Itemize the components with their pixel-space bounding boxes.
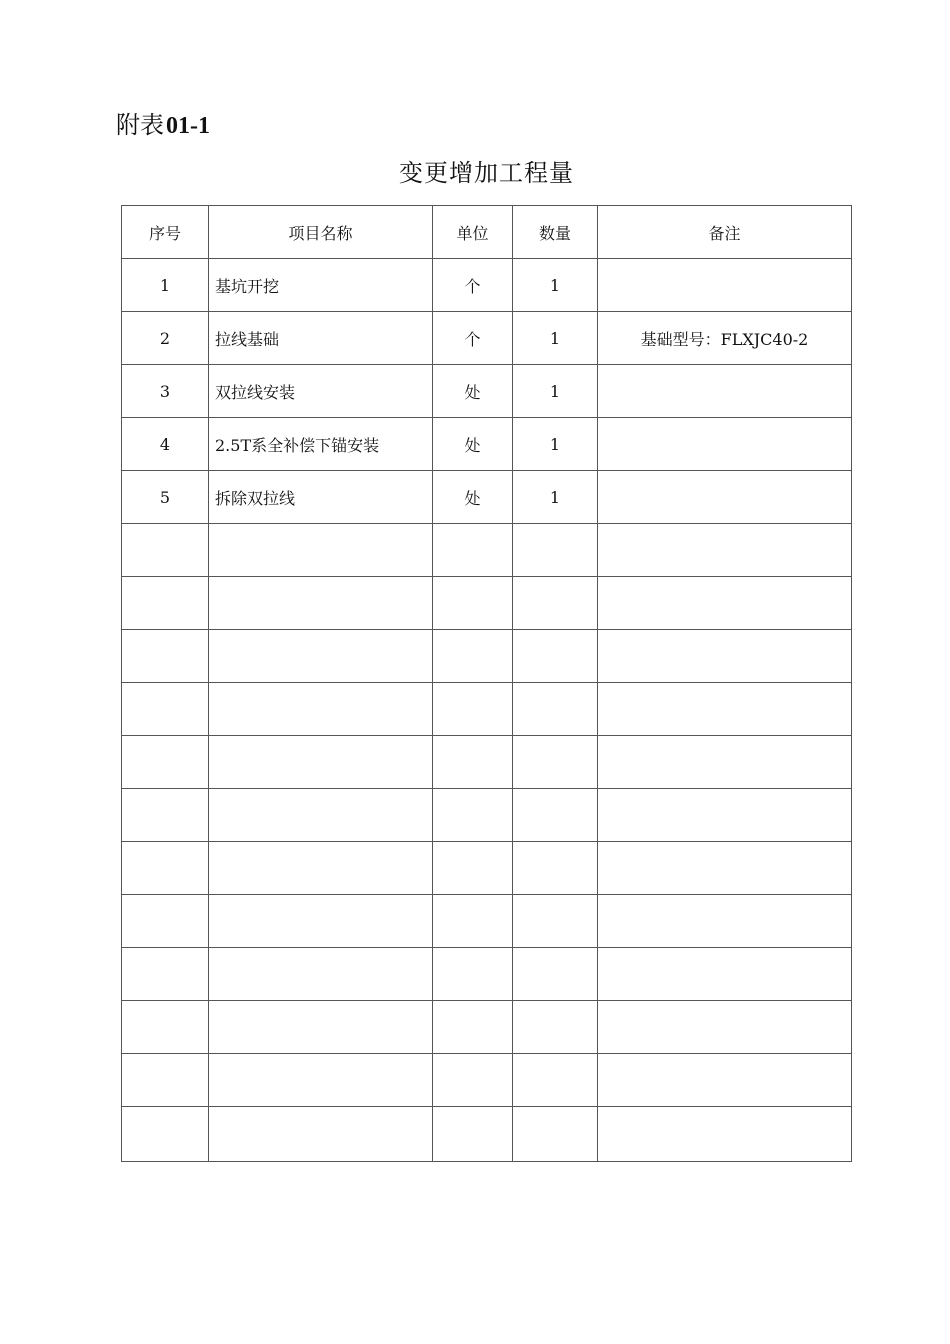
cell-index bbox=[122, 1054, 209, 1107]
cell-quantity: 1 bbox=[513, 365, 598, 418]
cell-unit bbox=[433, 1107, 513, 1162]
table-row bbox=[122, 312, 852, 365]
cell-index bbox=[122, 1107, 209, 1162]
header-quantity: 数量 bbox=[513, 206, 598, 259]
cell-item-name bbox=[209, 948, 433, 1001]
quantity-table bbox=[121, 205, 852, 1162]
header-unit: 单位 bbox=[433, 206, 513, 259]
cell-quantity bbox=[513, 895, 598, 948]
cell-remarks bbox=[598, 524, 852, 577]
cell-quantity bbox=[513, 1107, 598, 1162]
header-item-name: 项目名称 bbox=[209, 206, 433, 259]
cell-item-name bbox=[209, 1107, 433, 1162]
cell-quantity bbox=[513, 1001, 598, 1054]
table-row bbox=[122, 948, 852, 1001]
cell-item-name: 双拉线安装 bbox=[209, 365, 433, 418]
cell-item-name bbox=[209, 842, 433, 895]
cell-index bbox=[122, 683, 209, 736]
cell-unit bbox=[433, 948, 513, 1001]
cell-remarks bbox=[598, 577, 852, 630]
cell-unit bbox=[433, 895, 513, 948]
table-row bbox=[122, 418, 852, 471]
cell-remarks bbox=[598, 683, 852, 736]
table-body bbox=[122, 259, 852, 1162]
cell-remarks bbox=[598, 1054, 852, 1107]
cell-quantity: 1 bbox=[513, 312, 598, 365]
table-row bbox=[122, 259, 852, 312]
cell-item-name bbox=[209, 630, 433, 683]
cell-index bbox=[122, 736, 209, 789]
cell-unit: 个 bbox=[433, 312, 513, 365]
cell-index bbox=[122, 895, 209, 948]
table-row bbox=[122, 1001, 852, 1054]
cell-quantity bbox=[513, 948, 598, 1001]
cell-item-name bbox=[209, 736, 433, 789]
table-row bbox=[122, 895, 852, 948]
cell-remarks bbox=[598, 789, 852, 842]
appendix-prefix: 附表 bbox=[116, 111, 164, 139]
cell-unit bbox=[433, 524, 513, 577]
table-row bbox=[122, 1054, 852, 1107]
cell-quantity: 1 bbox=[513, 418, 598, 471]
cell-remarks bbox=[598, 842, 852, 895]
cell-remarks bbox=[598, 736, 852, 789]
appendix-code: 01-1 bbox=[166, 113, 210, 139]
table-row bbox=[122, 365, 852, 418]
cell-unit: 处 bbox=[433, 471, 513, 524]
cell-item-name bbox=[209, 577, 433, 630]
cell-unit: 处 bbox=[433, 418, 513, 471]
cell-unit bbox=[433, 577, 513, 630]
cell-item-name: 拆除双拉线 bbox=[209, 471, 433, 524]
header-remarks: 备注 bbox=[598, 206, 852, 259]
cell-index: 5 bbox=[122, 471, 209, 524]
cell-unit: 处 bbox=[433, 365, 513, 418]
cell-item-name: 2.5T系全补偿下锚安装 bbox=[209, 418, 433, 471]
cell-remarks bbox=[598, 365, 852, 418]
cell-item-name: 拉线基础 bbox=[209, 312, 433, 365]
table-row bbox=[122, 789, 852, 842]
cell-index: 1 bbox=[122, 259, 209, 312]
cell-unit bbox=[433, 736, 513, 789]
cell-item-name bbox=[209, 683, 433, 736]
table-row bbox=[122, 577, 852, 630]
cell-unit bbox=[433, 683, 513, 736]
cell-remarks bbox=[598, 471, 852, 524]
cell-remarks: 基础型号：FLXJC40-2 bbox=[598, 312, 852, 365]
appendix-label bbox=[116, 108, 210, 143]
cell-remarks bbox=[598, 948, 852, 1001]
table-row bbox=[122, 524, 852, 577]
cell-remarks bbox=[598, 630, 852, 683]
cell-quantity bbox=[513, 736, 598, 789]
cell-unit bbox=[433, 842, 513, 895]
cell-index bbox=[122, 630, 209, 683]
cell-index: 4 bbox=[122, 418, 209, 471]
table-row bbox=[122, 471, 852, 524]
table-row bbox=[122, 736, 852, 789]
cell-item-name bbox=[209, 789, 433, 842]
cell-remarks bbox=[598, 895, 852, 948]
cell-item-name bbox=[209, 1054, 433, 1107]
cell-quantity bbox=[513, 1054, 598, 1107]
cell-quantity bbox=[513, 683, 598, 736]
cell-unit bbox=[433, 630, 513, 683]
cell-unit bbox=[433, 1054, 513, 1107]
table-row bbox=[122, 842, 852, 895]
document-title: 变更增加工程量 bbox=[399, 159, 574, 187]
cell-item-name bbox=[209, 895, 433, 948]
cell-remarks bbox=[598, 1001, 852, 1054]
cell-remarks bbox=[598, 259, 852, 312]
cell-remarks bbox=[598, 418, 852, 471]
cell-quantity: 1 bbox=[513, 259, 598, 312]
cell-index bbox=[122, 789, 209, 842]
cell-quantity bbox=[513, 789, 598, 842]
cell-index bbox=[122, 577, 209, 630]
cell-index: 3 bbox=[122, 365, 209, 418]
cell-index bbox=[122, 1001, 209, 1054]
cell-item-name: 基坑开挖 bbox=[209, 259, 433, 312]
cell-quantity bbox=[513, 630, 598, 683]
cell-index: 2 bbox=[122, 312, 209, 365]
cell-quantity: 1 bbox=[513, 471, 598, 524]
header-index: 序号 bbox=[122, 206, 209, 259]
table-row bbox=[122, 630, 852, 683]
cell-index bbox=[122, 948, 209, 1001]
cell-quantity bbox=[513, 842, 598, 895]
cell-unit bbox=[433, 1001, 513, 1054]
table-header-row bbox=[122, 206, 852, 259]
table-row bbox=[122, 683, 852, 736]
cell-item-name bbox=[209, 524, 433, 577]
table-row bbox=[122, 1107, 852, 1162]
cell-unit: 个 bbox=[433, 259, 513, 312]
cell-index bbox=[122, 842, 209, 895]
cell-quantity bbox=[513, 524, 598, 577]
cell-index bbox=[122, 524, 209, 577]
cell-item-name bbox=[209, 1001, 433, 1054]
cell-unit bbox=[433, 789, 513, 842]
cell-remarks bbox=[598, 1107, 852, 1162]
cell-quantity bbox=[513, 577, 598, 630]
